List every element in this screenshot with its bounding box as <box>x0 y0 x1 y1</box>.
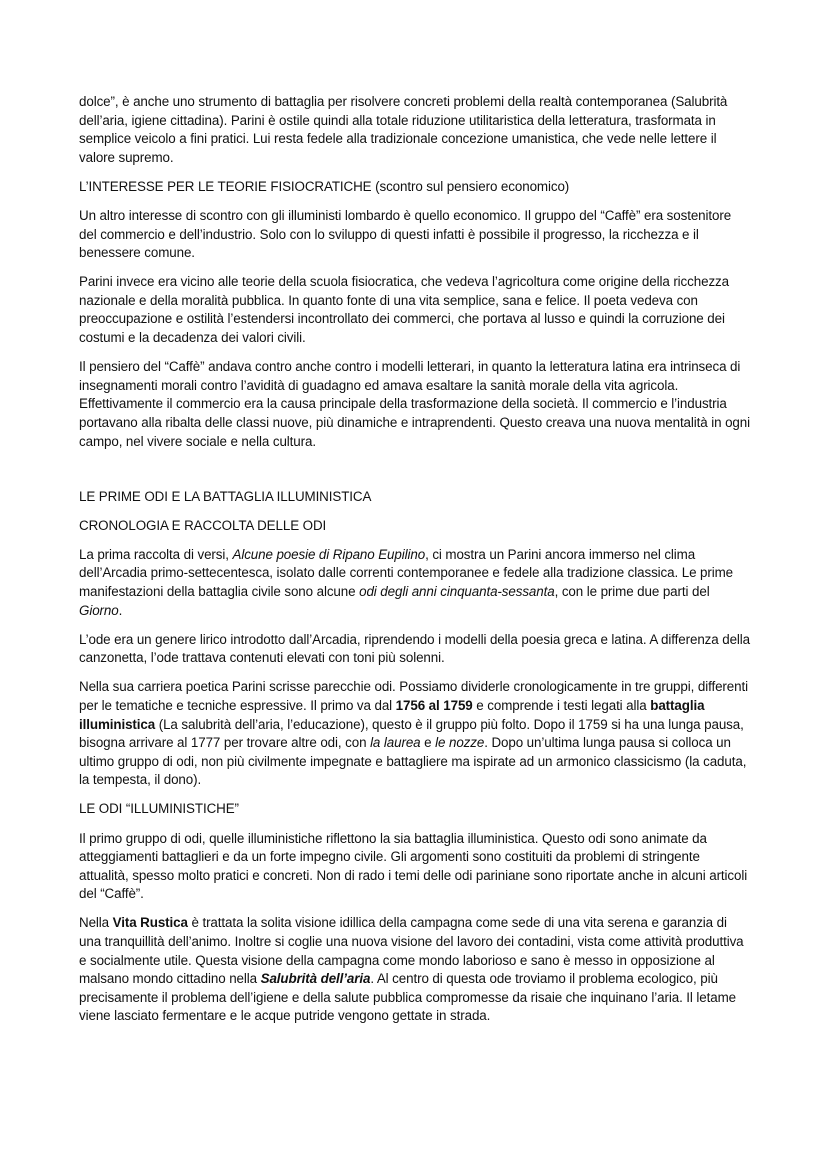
text-run: Il pensiero del “Caffè” andava contro anche contro i modelli letterari, in quanto la letteratura latina era intrinseca di insegnamenti morali contro l’avidità di guadagno ed amava esaltare la sanità morale della vita agricola. Effettivamente il commercio era la causa principale della trasformazione della società. Il commercio e l’industria portavano alla ribalta delle classi nuove, più dinamiche e intraprendenti. Questo creava una nuova mentalità in ogni campo, nel vivere sociale e nella cultura. <box>79 359 751 449</box>
text-run: La prima raccolta di versi, <box>79 546 233 562</box>
paragraph <box>79 800 751 819</box>
text-run: Nella <box>79 915 113 931</box>
paragraph <box>79 178 751 197</box>
text-run: . <box>118 602 123 618</box>
text-run: Un altro interesse di scontro con gli illuministi lombardo è quello economico. Il gruppo del “Caffè” era sostenitore del commercio e dell’industrio. Solo con lo sviluppo di questi infatti è possibile il progresso, la ricchezza e il benessere comune. <box>79 207 732 261</box>
paragraph <box>79 358 751 451</box>
paragraph <box>79 93 751 167</box>
italic-text: le nozze <box>435 735 485 751</box>
text-run: . Al centro di questa ode troviamo il problema ecologico, più precisamente il problema dell’igiene e della salute pubblica compromesse da risaie che inquinano l’aria. Il letame viene lasciato fermentare e le acque putride vengono gettate in strada. <box>79 971 737 1024</box>
italic-text: la laurea <box>370 735 421 751</box>
text-run: , con le prime due parti del <box>554 583 710 599</box>
bold-italic-text: Salubrità dell’aria <box>260 971 371 987</box>
section-gap <box>79 462 751 488</box>
text-run: Parini invece era vicino alle teorie della scuola fisiocratica, che vedeva l’agricoltura come origine della ricchezza nazionale e della moralità pubblica. In quanto fonte di una vita semplice, sana e felice. Il poeta vedeva con preoccupazione e ostilità l’estendersi incontrollato dei commerci, che portava al lusso e quindi la corruzione dei costumi e la decadenza dei valori civili. <box>79 274 729 346</box>
italic-text: Alcune poesie di Ripano Eupilino <box>232 546 426 562</box>
paragraph <box>79 207 751 263</box>
text-run: L’ode era un genere lirico introdotto dall’Arcadia, riprendendo i modelli della poesia greca e latina. A differenza della canzonetta, l’ode trattava contenuti elevati con toni più solenni. <box>79 631 751 666</box>
text-run: Nella sua carriera poetica Parini scrisse parecchie odi. Possiamo dividerle cronologicamente in tre gruppi, differenti per le tematiche e tecniche espressive. Il primo va dal <box>79 679 748 713</box>
text-run: LE PRIME ODI E LA BATTAGLIA ILLUMINISTICA <box>79 488 372 504</box>
text-run: , ci mostra un Parini ancora immerso nel clima dell’Arcadia primo-settecentesca, isolato dalle correnti contemporanee e fedele alla tradizione classica. Le prime manifestazioni della battaglia civile sono alcune <box>79 546 734 599</box>
text-run: dolce”, è anche uno strumento di battaglia per risolvere concreti problemi della realtà contemporanea (Salubrità dell’aria, igiene cittadina). Parini è ostile quindi alla totale riduzione utilitaristica della letteratura, trasformata in semplice veicolo a fini pratici. Lui resta fedele alla tradizionale concezione umanistica, che vede nelle lettere il valore supremo. <box>79 94 728 165</box>
italic-text: odi degli anni cinquanta-sessanta <box>359 583 555 599</box>
paragraph <box>79 273 751 347</box>
bold-text: Vita Rustica <box>112 915 188 931</box>
text-run: e comprende i testi legati alla <box>472 697 651 713</box>
text-run: (La salubrità dell’aria, l’educazione), questo è il gruppo più folto. Dopo il 1759 si ha una lunga pausa, bisogna arrivare al 1777 per trovare altre odi, con <box>79 716 744 751</box>
paragraph <box>79 517 751 536</box>
italic-text: Giorno <box>79 602 119 618</box>
paragraph <box>79 546 751 620</box>
paragraph <box>79 631 751 668</box>
text-run: e <box>420 735 436 751</box>
paragraph <box>79 678 751 790</box>
emphasis <box>261 971 371 986</box>
bold-text: battaglia illuministica <box>79 697 705 732</box>
paragraph <box>79 914 751 1026</box>
paragraph <box>79 830 751 904</box>
text-run: L’INTERESSE PER LE TEORIE FISIOCRATICHE (scontro sul pensiero economico) <box>79 178 570 194</box>
text-run: è trattata la solita visione idillica della campagna come sede di una vita serena e garanzia di una tranquillità dell’animo. Inoltre si coglie una nuova visione del lavoro dei contadini, vista come attività produttiva e socialmente utile. Questa visione della campagna come mondo laborioso e sano è messo in opposizione al malsano mondo cittadino nella <box>79 915 744 987</box>
text-run: . Dopo un’ultima lunga pausa si colloca un ultimo gruppo di odi, non più civilmente impegnate e battagliere ma ispirate ad un armonico classicismo (la caduta, la tempesta, il dono). <box>79 735 747 788</box>
bold-text: 1756 al 1759 <box>395 697 473 713</box>
document-page <box>79 93 751 1036</box>
text-run: LE ODI “ILLUMINISTICHE” <box>79 801 239 817</box>
text-run: Il primo gruppo di odi, quelle illuministiche riflettono la sia battaglia illuministica. Questo odi sono animate da atteggiamenti battaglieri e da un forte impegno civile. Gli argomenti sono costituiti da problemi di stringente attualità, spesso molto pratici e concreti. Non di rado i temi delle odi pariniane sono riportate anche in alcuni articoli del “Caffè”. <box>79 830 748 902</box>
text-run: CRONOLOGIA E RACCOLTA DELLE ODI <box>79 517 327 533</box>
paragraph <box>79 488 751 507</box>
